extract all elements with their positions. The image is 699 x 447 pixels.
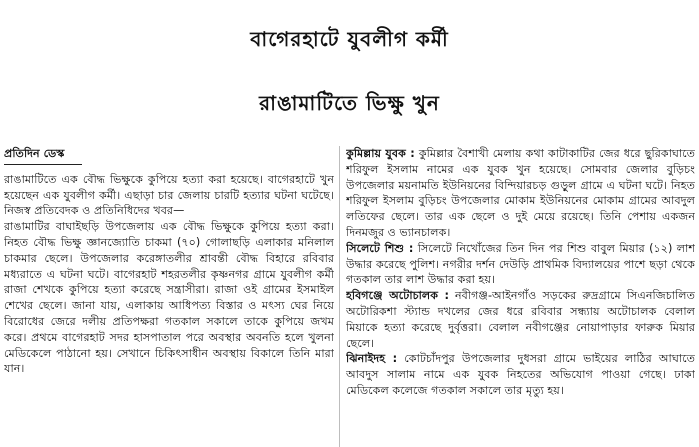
right-column bbox=[346, 146, 695, 447]
article-paragraph-sylhet bbox=[346, 241, 695, 288]
paragraph-lead: সিলেটে শিশু : bbox=[346, 241, 414, 255]
article-paragraph-cumilla bbox=[346, 146, 695, 241]
article-paragraph-rangamati: রাঙামাটির বাঘাইছড়ি উপজেলায় এক বৌদ্ধ ভিক্ষুকে কুপিয়ে হত্যা করা। নিহত বৌদ্ধ ভিক্ষু জ্ঞানজ্যোতি চাকমা (৭০) গোলাছড়ি এলাকার মনিলাল চাকমার ছেলে। উপজেলার করেঙ্গাতলীর শ্রাবন্তী বৌদ্ধ বিহারে রবিবার মধ্যরাতে এ ঘটনা ঘটে। বাগেরহাট শহরতলীর কৃষ্ণনগর গ্রামে যুবলীগ কর্মী রাজা শেখকে কুপিয়ে হত্যা করেছে সন্ত্রাসীরা। রাজা ওই গ্রামের ইসমাইল শেখের ছেলে। জানা যায়, এলাকায় আধিপত্য বিস্তার ও মৎস্য ঘের নিয়ে বিরোধের জেরে দলীয় প্রতিপক্ষরা গতকাল সকালে তাকে কুপিয়ে জখম করে। প্রথমে বাগেরহাট সদর হাসপাতাল পরে অবস্থার অবনতি হলে খুলনা মেডিকেলে পাঠানো হয়। সেখানে চিকিৎসাধীন অবস্থায় বিকালে তিনি মারা যান। bbox=[4, 220, 334, 376]
paragraph-text: নবীগঞ্জ-আইনগাঁও সড়কের রুদ্রগ্রামে সিএনজিচালিত অটোরিকশা স্ট্যান্ড দখলের জের ধরে রবিবার সন্ধ্যায় অটোচালক বেলাল মিয়াকে হত্যা করেছে দুর্বৃত্তরা। বেলাল নবীগঞ্জের নোয়াপাড়ার ফারুক মিয়ার ছেলে। bbox=[346, 289, 695, 350]
paragraph-lead: কুমিল্লায় যুবক : bbox=[346, 147, 415, 160]
article-paragraph-intro: রাঙামাটিতে এক বৌদ্ধ ভিক্ষুকে কুপিয়ে হত্যা করা হয়েছে। বাগেরহাটে খুন হয়েছেন এক যুবলীগ কর্মী। এছাড়া চার জেলায় চারটি হত্যার ঘটনা ঘটেছে। নিজস্ব প্রতিবেদক ও প্রতিনিধিদের খবর— bbox=[4, 172, 334, 218]
headline-line-1: বাগেরহাটে যুবলীগ কর্মী bbox=[250, 27, 449, 51]
article-paragraph-jhenaidah bbox=[346, 351, 695, 398]
paragraph-text: কুমিল্লার বৈশাখী মেলায় কথা কাটাকাটির জের ধরে ছুরিকাঘাতে শরিফুল ইসলাম নামের এক যুবক খুন হয়েছে। সোমবার জেলার বুড়িচং উপজেলার ময়নামতি ইউনিয়নের বিন্দিয়ারচড় গুড়ুল গ্রামে এ ঘটনা ঘটে। নিহত শরিফুল ইসলাম বুড়িচং উপজেলার মোকাম ইউনিয়নের মোকাম গ্রামের আবদুল লতিফের ছেলে। তার এক ছেলে ও দুই মেয়ে রয়েছে। তিনি পেশায় একজন দিনমজুর ও ভ্যানচালক। bbox=[346, 147, 695, 239]
column-divider bbox=[339, 146, 340, 447]
paragraph-text: কোটচাঁদপুর উপজেলার দুধসরা গ্রামে ভাইয়ের লাঠির আঘাতে আবদুস সালাম নামে এক যুবক নিহতের অভিযোগ পাওয়া গেছে। ঢাকা মেডিকেল কলেজে গতকাল সকালে তার মৃত্যু হয়। bbox=[346, 352, 695, 397]
article-paragraph-habiganj bbox=[346, 288, 695, 351]
byline-rule bbox=[4, 164, 82, 165]
paragraph-text: সিলেটে নিখোঁজের তিন দিন পর শিশু বাবুল মিয়ার (১২) লাশ উদ্ধার করেছে পুলিশ। নগরীর দর্শন দেউড়ি প্রাথমিক বিদ্যালয়ের পাশে ছড়া থেকে গতকাল তার লাশ উদ্ধার করা হয়। bbox=[346, 241, 695, 287]
paragraph-lead: ঝিনাইদহ : bbox=[346, 352, 398, 366]
paragraph-lead: হবিগঞ্জে অটোচালক : bbox=[346, 289, 449, 303]
byline: প্রতিদিন ডেস্ক bbox=[4, 147, 65, 160]
left-column bbox=[4, 146, 334, 447]
headline-line-2: রাঙামাটিতে ভিক্ষু খুন bbox=[259, 91, 440, 115]
